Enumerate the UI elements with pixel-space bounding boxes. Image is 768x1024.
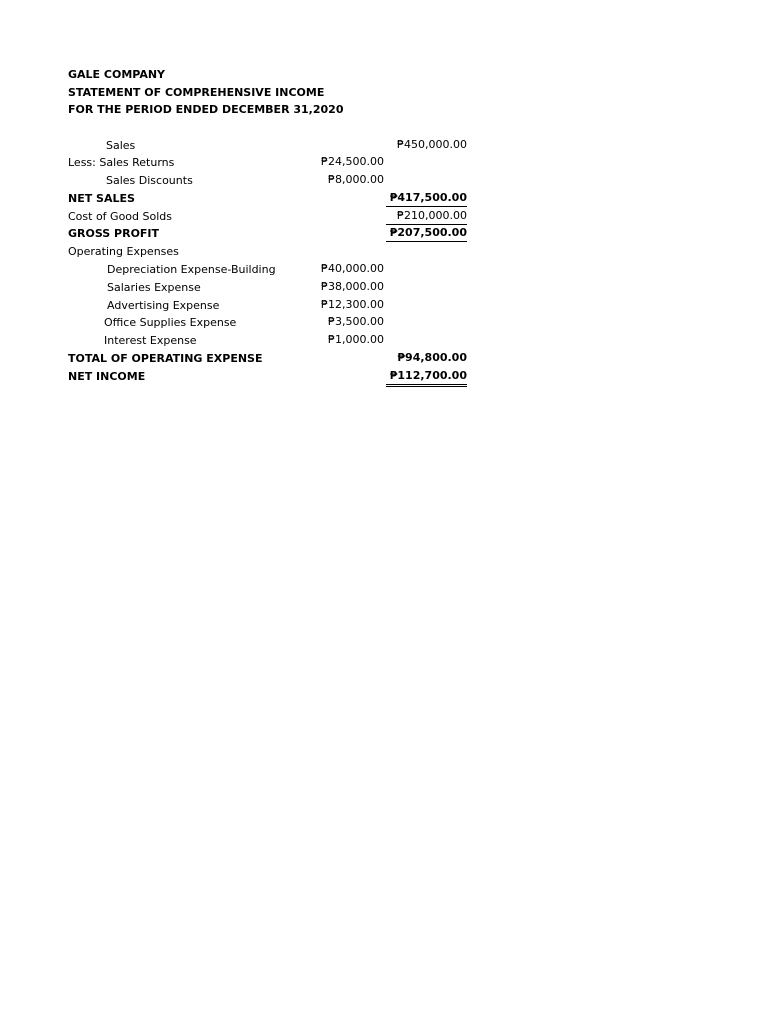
sales-returns-label: Less: Sales Returns xyxy=(68,156,175,170)
cost-of-goods-sold-amount: ₱210,000.00 xyxy=(386,208,467,225)
income-statement xyxy=(68,66,488,386)
gross-profit-amount: ₱207,500.00 xyxy=(386,225,467,242)
advertising-amount: ₱12,300.00 xyxy=(321,297,384,311)
row-operating-expenses xyxy=(68,243,488,261)
row-office-supplies xyxy=(68,314,488,332)
salaries-label: Salaries Expense xyxy=(107,280,201,294)
sales-returns-amount: ₱24,500.00 xyxy=(321,155,384,169)
row-sales xyxy=(68,137,488,155)
cost-of-goods-sold-label: Cost of Good Solds xyxy=(68,209,172,223)
row-net-income xyxy=(68,368,488,386)
net-sales-label: NET SALES xyxy=(68,191,135,205)
row-gross-profit xyxy=(68,225,488,243)
total-operating-expense-label: TOTAL OF OPERATING EXPENSE xyxy=(68,352,263,366)
salaries-amount: ₱38,000.00 xyxy=(321,279,384,293)
gross-profit-label: GROSS PROFIT xyxy=(68,227,160,241)
depreciation-label: Depreciation Expense-Building xyxy=(107,263,276,277)
net-income-label: NET INCOME xyxy=(68,369,146,383)
office-supplies-label: Office Supplies Expense xyxy=(104,316,237,330)
row-cost-of-goods-sold xyxy=(68,208,488,226)
row-sales-returns xyxy=(68,154,488,172)
net-income-amount: ₱112,700.00 xyxy=(386,368,467,387)
depreciation-amount: ₱40,000.00 xyxy=(321,262,384,276)
advertising-label: Advertising Expense xyxy=(107,298,220,312)
row-total-operating-expense xyxy=(68,350,488,368)
operating-expenses-label: Operating Expenses xyxy=(68,245,179,259)
office-supplies-amount: ₱3,500.00 xyxy=(328,315,384,329)
sales-discounts-amount: ₱8,000.00 xyxy=(328,173,384,187)
total-operating-expense-amount: ₱94,800.00 xyxy=(397,351,467,365)
sales-discounts-label: Sales Discounts xyxy=(106,174,193,188)
row-sales-discounts xyxy=(68,172,488,190)
row-depreciation xyxy=(68,261,488,279)
row-advertising xyxy=(68,297,488,315)
row-net-sales xyxy=(68,190,488,208)
statement-title: STATEMENT OF COMPREHENSIVE INCOME xyxy=(68,85,325,99)
interest-amount: ₱1,000.00 xyxy=(328,333,384,347)
sales-amount: ₱450,000.00 xyxy=(397,137,467,151)
sales-label: Sales xyxy=(106,138,136,152)
interest-label: Interest Expense xyxy=(104,334,197,348)
row-interest xyxy=(68,332,488,350)
company-name: GALE COMPANY xyxy=(68,68,166,81)
net-sales-amount: ₱417,500.00 xyxy=(386,190,467,207)
blank-row xyxy=(68,119,488,137)
row-salaries xyxy=(68,279,488,297)
statement-period: FOR THE PERIOD ENDED DECEMBER 31,2020 xyxy=(68,103,344,116)
